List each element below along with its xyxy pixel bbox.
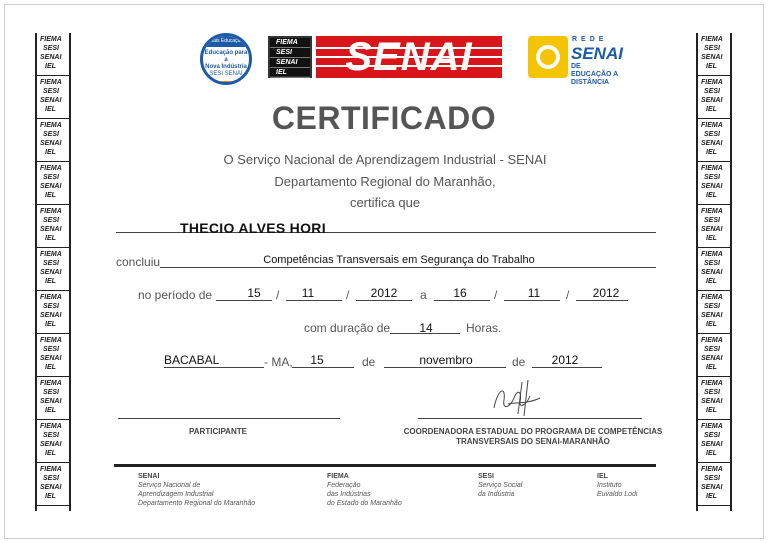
side-strip-label: IEL (45, 493, 56, 500)
side-strip-label: SESI (704, 131, 720, 138)
end-day-underline (434, 300, 490, 301)
date-separator: / (566, 288, 570, 302)
side-strip-block (698, 463, 730, 506)
footer-iel (597, 472, 637, 499)
side-strip-label: FIEMA (701, 294, 723, 301)
day-underline (292, 367, 354, 368)
side-strip-label: SESI (704, 432, 720, 439)
page-title: CERTIFICADO (271, 100, 497, 136)
intro-line1: O Serviço Nacional de Aprendizagem Industrial - SENAI (223, 152, 547, 167)
coordinator-signature-line (418, 418, 642, 419)
side-strip-label: FIEMA (40, 251, 62, 258)
end-year: 2012 (592, 286, 620, 300)
side-strip-label: IEL (706, 192, 717, 199)
side-strip-label: IEL (706, 278, 717, 285)
de-label: de (512, 355, 526, 369)
side-strip-label: SESI (704, 475, 720, 482)
side-strip-label: IEL (706, 63, 717, 70)
side-strip-label: IEL (45, 235, 56, 242)
side-strip-label: IEL (706, 407, 717, 414)
side-strip-label: SENAI (40, 484, 62, 491)
period-a-label: a (420, 288, 427, 302)
side-strip-label: IEL (706, 106, 717, 113)
footer-sesi-line: da Indústria (478, 491, 515, 498)
side-strip-block (37, 420, 69, 463)
side-strip-label: FIEMA (701, 251, 723, 258)
side-strip-label: SESI (43, 131, 59, 138)
side-strip-label: IEL (45, 278, 56, 285)
duration-unit: Horas. (466, 321, 502, 335)
side-strip-label: SENAI (701, 312, 723, 319)
end-month-underline (504, 300, 560, 301)
date-separator: / (494, 288, 498, 302)
side-strip-label: FIEMA (40, 79, 62, 86)
side-strip-label: SESI (43, 475, 59, 482)
period-label: no período de (138, 288, 213, 302)
side-strip-block (37, 33, 69, 76)
side-strip-label: SENAI (40, 183, 62, 190)
place-month: novembro (419, 353, 473, 367)
side-strip-label: SESI (43, 45, 59, 52)
side-strip-label: SESI (704, 174, 720, 181)
footer-fiema-line: do Estado do Maranhão (327, 500, 402, 507)
side-strip-label: IEL (706, 149, 717, 156)
side-strip-label: SESI (43, 217, 59, 224)
side-strip-label: FIEMA (701, 165, 723, 172)
side-strip-label: SENAI (40, 97, 62, 104)
side-strip-label: SESI (43, 432, 59, 439)
footer-rule (114, 464, 656, 467)
end-day: 16 (453, 286, 467, 300)
participant-label: PARTICIPANTE (189, 427, 247, 436)
footer-fiema (327, 472, 402, 508)
side-strip-label: SENAI (701, 183, 723, 190)
side-strip-label: SENAI (701, 398, 723, 405)
footer-senai-head: SENAI (138, 473, 160, 480)
side-strip-label: FIEMA (701, 337, 723, 344)
side-strip-label: IEL (45, 149, 56, 156)
year-underline (532, 367, 602, 368)
side-strip-label: FIEMA (40, 36, 62, 43)
side-strip-block (37, 334, 69, 377)
side-strip-label: SESI (704, 389, 720, 396)
side-strip-label: SENAI (701, 355, 723, 362)
side-strip-label: IEL (45, 321, 56, 328)
month-underline (384, 367, 506, 368)
side-strip-label: SESI (704, 346, 720, 353)
side-strip-label: SENAI (40, 441, 62, 448)
side-strip-label: SENAI (701, 140, 723, 147)
participant-name: THECIO ALVES HORI (180, 220, 326, 236)
side-strip-label: SENAI (701, 97, 723, 104)
side-strip-label: SESI (704, 217, 720, 224)
side-strip-label: FIEMA (40, 466, 62, 473)
state-label: - MA, (264, 355, 293, 369)
side-strip-label: IEL (45, 364, 56, 371)
side-strip-label: IEL (45, 63, 56, 70)
side-strip-block (37, 162, 69, 205)
side-strip-label: SENAI (701, 54, 723, 61)
side-strip-label: FIEMA (40, 294, 62, 301)
side-strip-label: SENAI (701, 484, 723, 491)
logo-box-line: SENAI (270, 58, 310, 68)
side-strip-label: IEL (706, 450, 717, 457)
side-strip-block (37, 205, 69, 248)
coordinator-label-line2: TRANSVERSAIS DO SENAI-MARANHÃO (456, 437, 610, 446)
side-strip-label: SENAI (40, 355, 62, 362)
footer-fiema-line: das Indústrias (327, 491, 371, 498)
side-strip-label: IEL (45, 106, 56, 113)
side-strip-label: FIEMA (40, 208, 62, 215)
intro-line2: Departamento Regional do Maranhão, (274, 174, 496, 189)
side-strip-label: SENAI (40, 398, 62, 405)
rede-line2: SENAI (571, 44, 623, 63)
side-strip-label: SESI (704, 260, 720, 267)
rede-line3: DE EDUCAÇÃO A DISTÂNCIA (571, 63, 618, 86)
footer-sesi (478, 472, 522, 499)
course-underline (160, 267, 656, 268)
side-strip-block (698, 334, 730, 377)
side-strip-block (37, 463, 69, 506)
logo-round-line2: Nova Indústria (205, 64, 247, 70)
coordinator-signature (488, 378, 548, 418)
side-strip-label: FIEMA (40, 165, 62, 172)
side-strip-label: FIEMA (40, 380, 62, 387)
start-year-underline (356, 300, 412, 301)
course-name: Competências Transversais em Segurança do Trabalho (263, 254, 535, 266)
side-strip-label: FIEMA (40, 337, 62, 344)
side-strip-label: SESI (43, 174, 59, 181)
side-strip-label: SESI (43, 260, 59, 267)
senai-logo (316, 36, 502, 78)
side-strip-label: SESI (43, 303, 59, 310)
place-day: 15 (310, 353, 324, 367)
city-underline (164, 367, 264, 368)
page-edge (4, 4, 764, 539)
side-strip-label: FIEMA (701, 466, 723, 473)
side-strip-block (698, 248, 730, 291)
side-strip-block (37, 377, 69, 420)
city: BACABAL (164, 353, 220, 367)
logo-round-line3: SESI SENAI (209, 71, 243, 77)
side-strip-block (698, 205, 730, 248)
footer-senai-line: Aprendizagem Industrial (138, 491, 214, 498)
end-month: 11 (527, 286, 541, 300)
side-strip-label: SENAI (40, 312, 62, 319)
date-separator: / (276, 288, 280, 302)
participant-signature-line (118, 418, 340, 419)
side-strip-block (37, 248, 69, 291)
side-strip-label: IEL (706, 321, 717, 328)
side-strip-label: SESI (43, 88, 59, 95)
start-month-underline (286, 300, 342, 301)
side-strip-label: SENAI (701, 441, 723, 448)
date-separator: / (346, 288, 350, 302)
start-day: 15 (247, 286, 261, 300)
side-strip-label: SENAI (40, 269, 62, 276)
start-month: 11 (301, 286, 315, 300)
logo-round-top: Mais Educação (203, 36, 249, 47)
side-strip-label: IEL (45, 450, 56, 457)
footer-iel-line: Euvaldo Lodi (597, 491, 638, 498)
duration-label: com duração de (304, 321, 391, 335)
rede-sun-icon (528, 36, 568, 78)
de-label: de (362, 355, 376, 369)
side-strip-label: FIEMA (701, 36, 723, 43)
logo-box-line: IEL (270, 68, 310, 78)
side-strip-label: SESI (43, 346, 59, 353)
educacao-nova-industria-logo (200, 33, 252, 85)
side-strip-label: FIEMA (40, 122, 62, 129)
side-strip-label: SESI (704, 88, 720, 95)
side-strip-label: FIEMA (701, 208, 723, 215)
place-year: 2012 (551, 353, 579, 367)
side-strip-label: IEL (45, 192, 56, 199)
start-year: 2012 (370, 286, 398, 300)
footer-iel-head: IEL (597, 473, 608, 480)
footer-senai-line: Departamento Regional do Maranhão (138, 500, 256, 507)
footer-sesi-head: SESI (478, 473, 494, 480)
footer-fiema-head: FIEMA (327, 473, 349, 480)
side-strip-block (698, 420, 730, 463)
side-strip-label: IEL (45, 407, 56, 414)
senai-logo-text: SENAI (345, 35, 473, 79)
logo-round-line1: Educação para a (204, 50, 248, 63)
logo-box-line: SESI (270, 48, 310, 58)
side-strip-label: SENAI (701, 269, 723, 276)
rede-senai-ead-logo (528, 34, 623, 86)
footer-fiema-line: Federação (327, 482, 361, 489)
side-strip-label: SENAI (40, 226, 62, 233)
side-strip-block (698, 162, 730, 205)
side-strip-block (698, 377, 730, 420)
side-strip-label: FIEMA (40, 423, 62, 430)
side-strip-label: FIEMA (701, 79, 723, 86)
rede-line1: REDE (572, 36, 608, 43)
side-strip-label: SENAI (701, 226, 723, 233)
concluiu-label: concluiu (116, 255, 161, 269)
footer-sesi-line: Serviço Social (478, 482, 523, 489)
end-year-underline (576, 300, 628, 301)
side-strip-label: SENAI (40, 54, 62, 61)
footer-iel-line: Instituto (597, 482, 622, 489)
side-strip-block (698, 33, 730, 76)
side-strip-label: SENAI (40, 140, 62, 147)
footer-senai-line: Serviço Nacional de (138, 482, 201, 489)
side-strip-label: FIEMA (701, 122, 723, 129)
side-strip-block (698, 291, 730, 334)
logo-box-line: FIEMA (270, 38, 310, 48)
intro-line3: certifica que (349, 195, 421, 210)
side-strip-label: FIEMA (701, 423, 723, 430)
side-strip-label: SESI (704, 303, 720, 310)
side-strip-label: IEL (706, 235, 717, 242)
side-strip-block (37, 291, 69, 334)
fiema-system-logo (268, 36, 312, 78)
side-strip-label: IEL (706, 493, 717, 500)
start-day-underline (216, 300, 272, 301)
duration-hours: 14 (419, 321, 433, 335)
side-strip-label: FIEMA (701, 380, 723, 387)
side-strip-label: SESI (43, 389, 59, 396)
side-strip-label: IEL (706, 364, 717, 371)
coordinator-label-line1: COORDENADORA ESTADUAL DO PROGRAMA DE COMPETÊNCIAS (403, 427, 663, 436)
footer-senai (138, 472, 255, 508)
side-strip-label: SESI (704, 45, 720, 52)
